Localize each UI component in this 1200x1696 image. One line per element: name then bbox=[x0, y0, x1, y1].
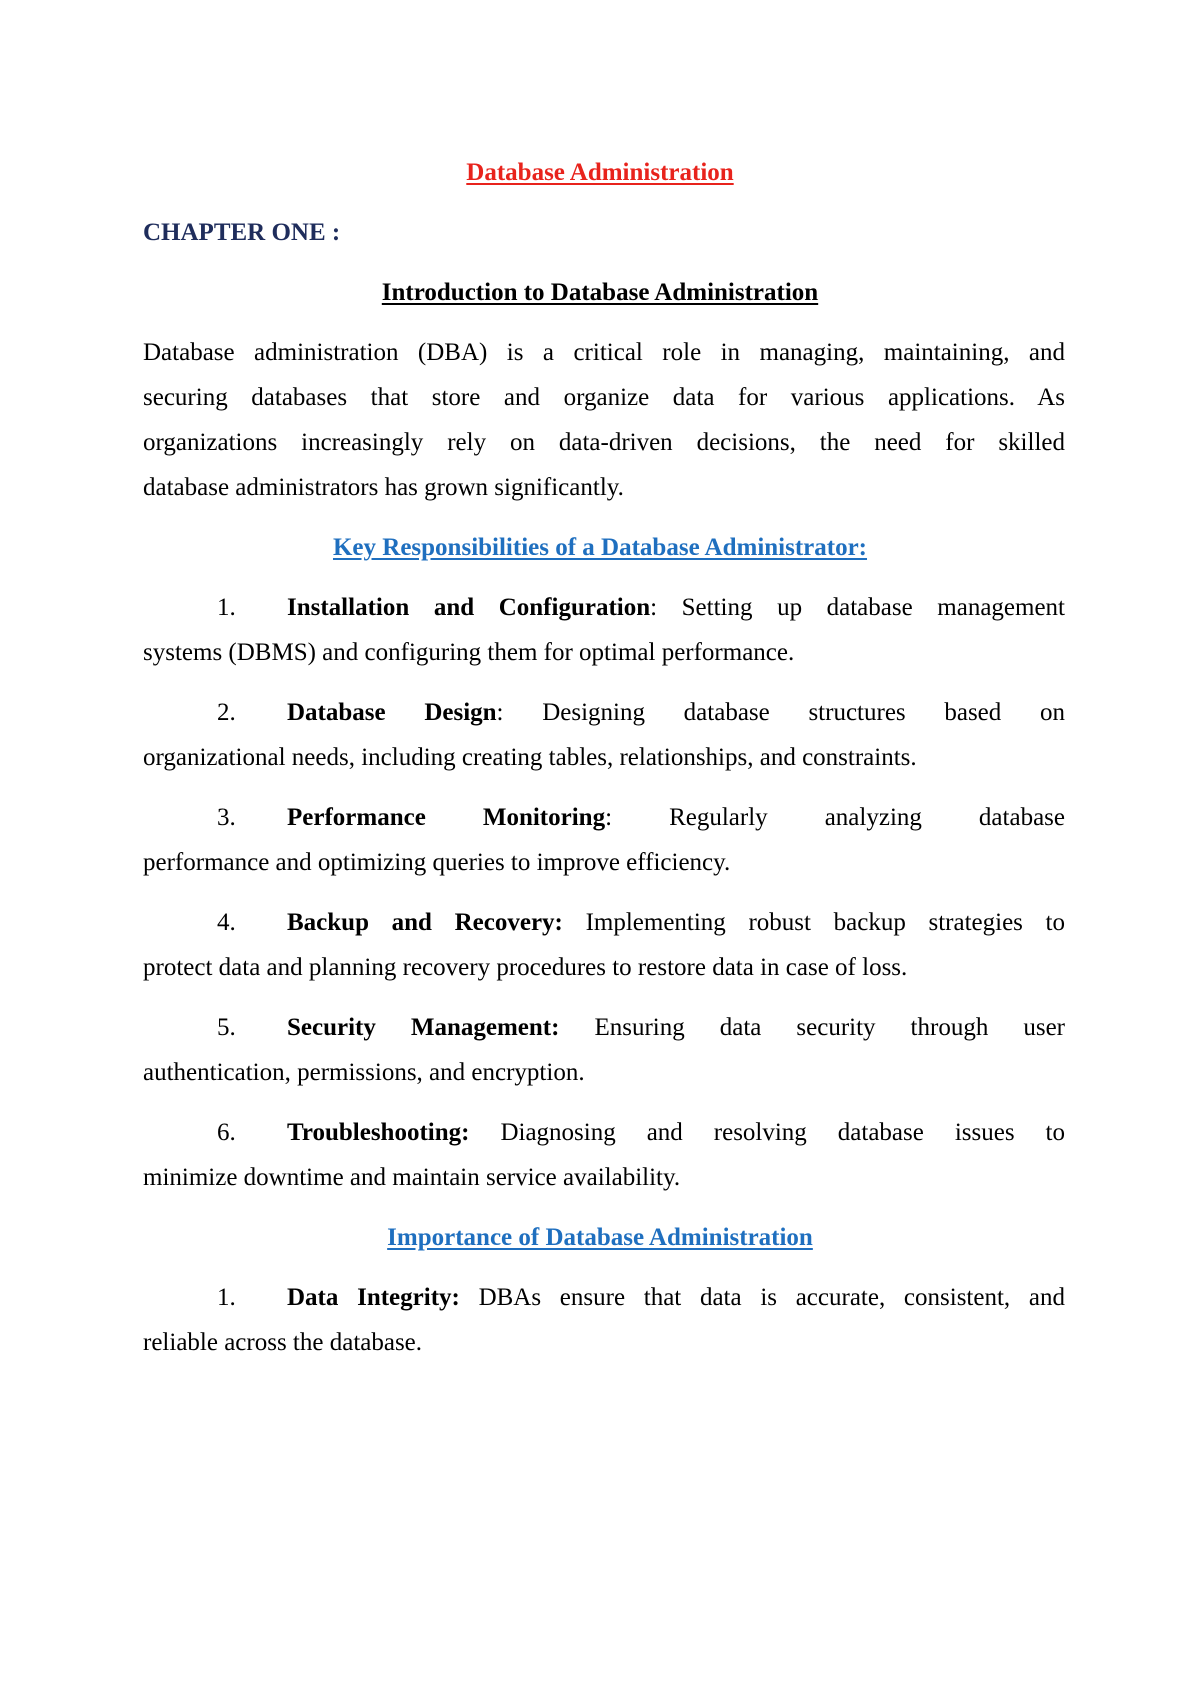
list-item-text: Setting up database management bbox=[681, 594, 1066, 621]
list-item-continuation: systems (DBMS) and configuring them for optimal performance. bbox=[143, 639, 795, 666]
list-item-continuation: authentication, permissions, and encryption. bbox=[143, 1059, 585, 1086]
list-item-continuation: organizational needs, including creating tables, relationships, and constraints. bbox=[143, 744, 917, 771]
list-item-text: Ensuring data security through user bbox=[594, 1014, 1065, 1041]
section-title: Introduction to Database Administration bbox=[381, 279, 819, 306]
list-item-continuation: reliable across the database. bbox=[143, 1329, 423, 1356]
list-item-number: 1. bbox=[217, 1284, 236, 1311]
list-item-separator bbox=[469, 1119, 500, 1146]
list-item-text: DBAs ensure that data is accurate, consistent, and bbox=[478, 1284, 1065, 1311]
responsibilities-heading: Key Responsibilities of a Database Administrator: bbox=[332, 534, 868, 561]
list-item-separator bbox=[460, 1284, 479, 1311]
list-item-number: 2. bbox=[217, 699, 236, 726]
list-item-term: Performance Monitoring bbox=[287, 804, 606, 831]
list-item-term: Security Management: bbox=[287, 1014, 560, 1041]
list-item-term: Backup and Recovery: bbox=[287, 909, 563, 936]
list-item-separator: : bbox=[605, 804, 670, 831]
list-item-continuation: minimize downtime and maintain service availability. bbox=[143, 1164, 681, 1191]
intro-line: securing databases that store and organize data for various applications. As bbox=[143, 384, 1065, 411]
list-item-number: 5. bbox=[217, 1014, 236, 1041]
intro-line: database administrators has grown significantly. bbox=[143, 474, 624, 501]
list-item-number: 1. bbox=[217, 594, 236, 621]
intro-line: Database administration (DBA) is a critical role in managing, maintaining, and bbox=[143, 339, 1065, 366]
intro-line: organizations increasingly rely on data-driven decisions, the need for skilled bbox=[143, 429, 1065, 456]
list-item-term: Troubleshooting: bbox=[287, 1119, 470, 1146]
importance-heading: Importance of Database Administration bbox=[387, 1224, 813, 1251]
list-item-term: Data Integrity: bbox=[287, 1284, 460, 1311]
list-item-separator: : bbox=[496, 699, 543, 726]
list-item-text: Implementing robust backup strategies to bbox=[585, 909, 1066, 936]
list-item-term: Installation and Configuration bbox=[287, 594, 651, 621]
list-item-separator bbox=[559, 1014, 594, 1041]
list-item-text: Designing database structures based on bbox=[542, 699, 1065, 726]
list-item-term: Database Design bbox=[287, 699, 497, 726]
list-item-number: 6. bbox=[217, 1119, 236, 1146]
list-item-number: 4. bbox=[217, 909, 236, 936]
list-item-continuation: protect data and planning recovery procedures to restore data in case of loss. bbox=[143, 954, 908, 981]
list-item-text: Regularly analyzing database bbox=[669, 804, 1065, 831]
list-item-continuation: performance and optimizing queries to improve efficiency. bbox=[143, 849, 731, 876]
list-item-text: Diagnosing and resolving database issues to bbox=[500, 1119, 1065, 1146]
document-title: Database Administration bbox=[466, 159, 734, 186]
list-item-separator: : bbox=[650, 594, 682, 621]
list-item-number: 3. bbox=[217, 804, 236, 831]
chapter-label: CHAPTER ONE : bbox=[143, 219, 341, 246]
list-item-separator bbox=[563, 909, 586, 936]
